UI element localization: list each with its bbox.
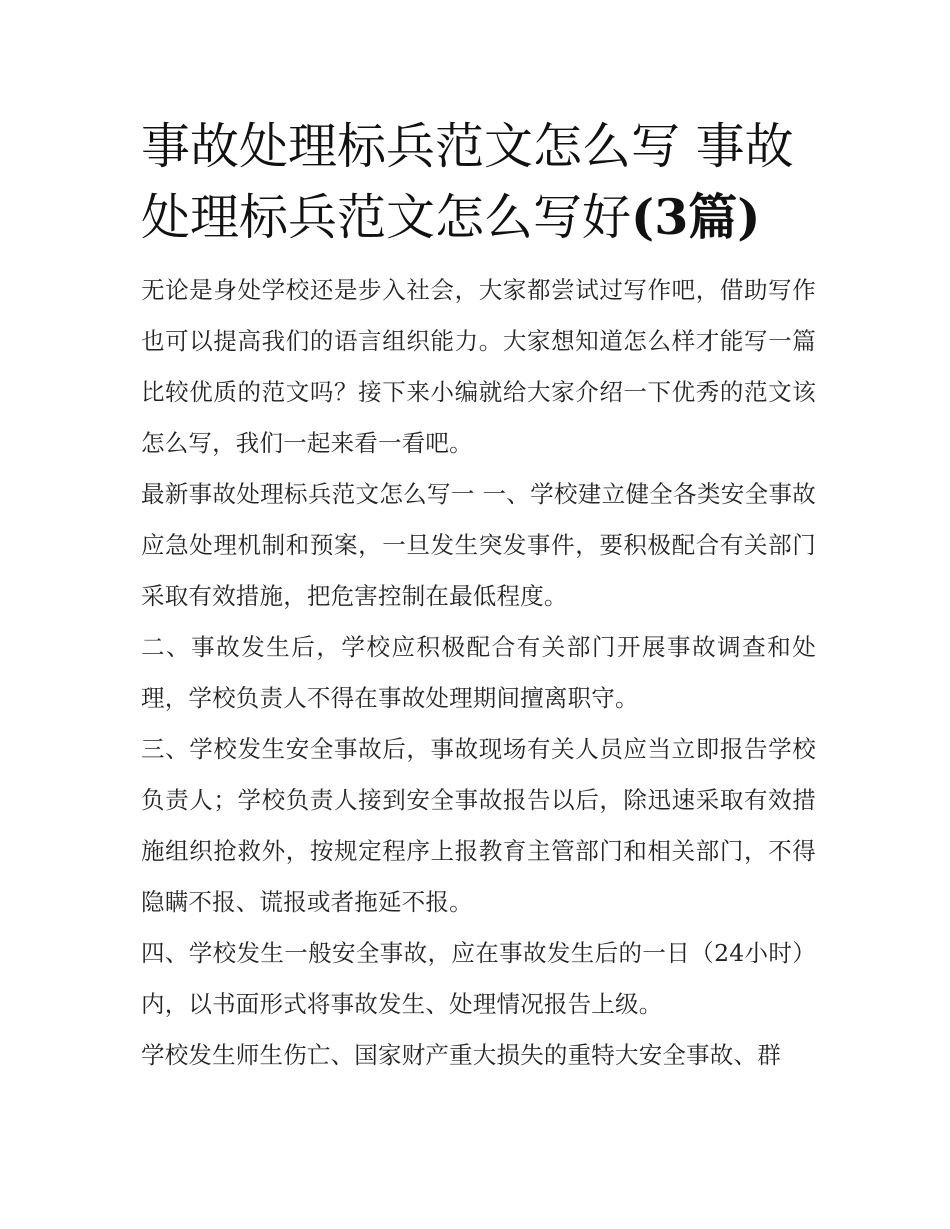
title-main: 事故处理标兵范文怎么写 事故处理标兵范文怎么写好 <box>141 118 794 246</box>
document-title <box>141 112 816 253</box>
paragraph-item-2: 二、事故发生后，学校应积极配合有关部门开展事故调查和处理，学校负责人不得在事故处理期间擅离职守。 <box>141 633 816 712</box>
paragraph-intro: 无论是身处学校还是步入社会，大家都尝试过写作吧，借助写作也可以提高我们的语言组织能力。大家想知道怎么样才能写一篇比较优质的范文吗？接下来小编就给大家介绍一下优秀的范文该怎么写，我们一起来看一看吧。 <box>141 276 816 457</box>
document-body <box>141 112 816 1081</box>
paragraph-item-3: 三、学校发生安全事故后，事故现场有关人员应当立即报告学校负责人；学校负责人接到安全事故报告以后，除迅速采取有效措施组织抢救外，按规定程序上报教育主管部门和相关部门，不得隐瞒不报、谎报或者拖延不报。 <box>141 735 816 916</box>
paragraph-item-4: 四、学校发生一般安全事故，应在事故发生后的一日（24小时）内，以书面形式将事故发生、处理情况报告上级。 <box>141 939 816 1018</box>
title-suffix: (3篇) <box>631 188 761 246</box>
paragraph-item-1: 最新事故处理标兵范文怎么写一 一、学校建立健全各类安全事故应急处理机制和预案，一旦发生突发事件，要积极配合有关部门采取有效措施，把危害控制在最低程度。 <box>141 480 816 610</box>
paragraph-item-5: 学校发生师生伤亡、国家财产重大损失的重特大安全事故、群 <box>141 1041 781 1069</box>
